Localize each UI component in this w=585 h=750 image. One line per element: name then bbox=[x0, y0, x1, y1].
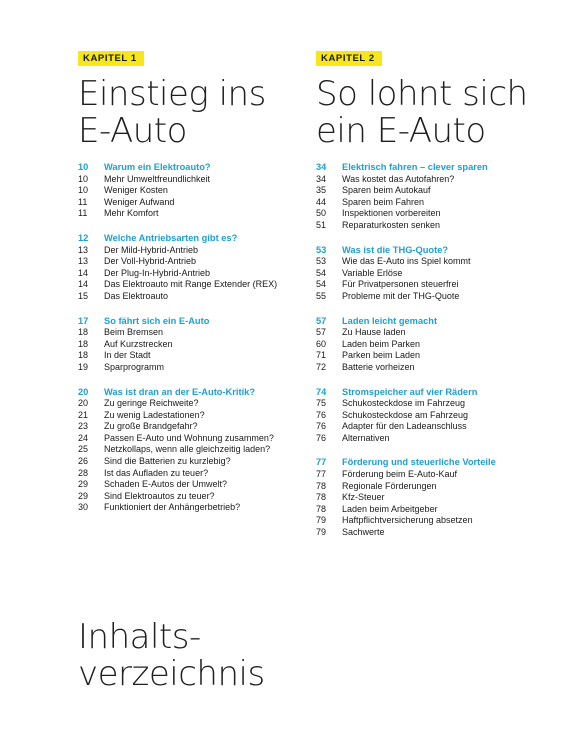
toc-page-number: 13 bbox=[78, 244, 89, 255]
toc-section-title: So fährt sich ein E-Auto bbox=[104, 315, 210, 326]
toc-page-number: 34 bbox=[316, 173, 327, 184]
toc-page-number: 18 bbox=[78, 338, 89, 349]
toc-entry-title: Wie das E-Auto ins Spiel kommt bbox=[342, 256, 471, 267]
toc-entry[interactable] bbox=[316, 339, 566, 351]
toc-entry[interactable] bbox=[78, 350, 318, 362]
chapter-badge: KAPITEL 2 bbox=[316, 51, 382, 66]
toc-page-number: 20 bbox=[78, 398, 89, 409]
toc-entry[interactable] bbox=[316, 174, 566, 186]
toc-entry[interactable] bbox=[78, 491, 318, 503]
toc-entry-title: Für Privatpersonen steuerfrei bbox=[342, 279, 459, 290]
toc-entry-title: Parken beim Laden bbox=[342, 350, 421, 361]
toc-page-number: 18 bbox=[78, 350, 89, 361]
toc-entry-title: Funktioniert der Anhängerbetrieb? bbox=[104, 502, 241, 513]
toc-page-number: 76 bbox=[316, 432, 327, 443]
toc-entry-title: In der Stadt bbox=[104, 350, 151, 361]
toc-page-number: 23 bbox=[78, 421, 89, 432]
chapter-title bbox=[78, 76, 318, 150]
toc-entry-title: Reparaturkosten senken bbox=[342, 219, 441, 230]
toc-page-number: 10 bbox=[78, 162, 89, 172]
toc-entry[interactable] bbox=[316, 208, 566, 220]
toc-page-number: 55 bbox=[316, 290, 327, 301]
toc-entry-title: Inspektionen vorbereiten bbox=[342, 208, 441, 219]
toc-section-heading[interactable] bbox=[78, 233, 318, 245]
toc-entry-title: Passen E-Auto und Wohnung zusammen? bbox=[104, 432, 274, 443]
toc-entry[interactable] bbox=[316, 350, 566, 362]
chapter-title-line: So lohnt sich bbox=[316, 74, 528, 114]
toc-entry[interactable] bbox=[316, 515, 566, 527]
toc-entry-title: Weniger Kosten bbox=[104, 185, 168, 196]
toc-entry[interactable] bbox=[316, 291, 566, 303]
toc-entry-title: Kfz-Steuer bbox=[342, 492, 385, 503]
chapter-title-line: ein E-Auto bbox=[316, 111, 486, 151]
toc-section bbox=[316, 316, 566, 374]
toc-entry[interactable] bbox=[78, 279, 318, 291]
toc-entry[interactable] bbox=[78, 185, 318, 197]
toc-entry-title: Auf Kurzstrecken bbox=[104, 338, 173, 349]
toc-entry[interactable] bbox=[78, 174, 318, 186]
toc-page-number: 77 bbox=[316, 457, 327, 468]
toc-page-number: 50 bbox=[316, 208, 327, 219]
toc-page-number: 21 bbox=[78, 409, 89, 420]
toc-section bbox=[316, 387, 566, 445]
toc-page-number: 29 bbox=[78, 479, 89, 490]
toc-page-number: 17 bbox=[78, 315, 89, 326]
toc-entry-title: Mehr Umweltfreundlichkeit bbox=[104, 173, 211, 184]
toc-entry-title: Sind die Batterien zu kurzlebig? bbox=[104, 456, 231, 467]
toc-entry[interactable] bbox=[78, 421, 318, 433]
toc-page-number: 14 bbox=[78, 279, 89, 290]
toc-entry-title: Laden beim Parken bbox=[342, 338, 421, 349]
toc-page-number: 11 bbox=[78, 196, 88, 207]
toc-page-number: 79 bbox=[316, 515, 327, 526]
toc-entry-title: Laden beim Arbeitgeber bbox=[342, 503, 438, 514]
toc-entry[interactable] bbox=[316, 527, 566, 539]
toc-entry[interactable] bbox=[316, 481, 566, 493]
toc-entry[interactable] bbox=[78, 208, 318, 220]
toc-entry-title: Sachwerte bbox=[342, 527, 385, 538]
toc-page-number: 79 bbox=[316, 527, 327, 538]
toc-entry-title: Netzkollaps, wenn alle gleichzeitig laden? bbox=[104, 444, 271, 455]
toc-entry[interactable] bbox=[78, 456, 318, 468]
toc-page-number: 10 bbox=[78, 185, 89, 196]
toc-entry-title: Das Elektroauto mit Range Extender (REX) bbox=[104, 279, 278, 290]
toc-entry[interactable] bbox=[78, 410, 318, 422]
toc-entry-title: Schaden E-Autos der Umwelt? bbox=[104, 479, 228, 490]
toc-entry-title: Sparen beim Fahren bbox=[342, 196, 425, 207]
toc-entry[interactable] bbox=[316, 279, 566, 291]
toc-entry[interactable] bbox=[78, 245, 318, 257]
toc-entry-title: Der Plug-In-Hybrid-Antrieb bbox=[104, 267, 211, 278]
page-title-line-2: verzeichnis bbox=[78, 654, 265, 694]
toc-entry-title: Sparen beim Autokauf bbox=[342, 185, 431, 196]
toc-entry[interactable] bbox=[316, 492, 566, 504]
chapter-title-line: E-Auto bbox=[78, 111, 187, 151]
toc-entry-title: Zu Hause laden bbox=[342, 327, 406, 338]
toc-page-number: 44 bbox=[316, 196, 327, 207]
toc-page-number: 29 bbox=[78, 490, 89, 501]
toc-entry-title: Der Voll-Hybrid-Antrieb bbox=[104, 256, 197, 267]
toc-section bbox=[78, 316, 318, 374]
toc-section-title: Förderung und steuerliche Vorteile bbox=[342, 457, 496, 468]
toc-section-heading[interactable] bbox=[78, 387, 318, 399]
chapter-badge: KAPITEL 1 bbox=[78, 51, 144, 66]
toc-section-heading[interactable] bbox=[78, 316, 318, 328]
toc-page-number: 13 bbox=[78, 256, 89, 267]
toc-section-title: Elektrisch fahren – clever sparen bbox=[342, 162, 488, 172]
toc-entry-title: Zu geringe Reichweite? bbox=[104, 398, 199, 409]
toc-section bbox=[316, 245, 566, 303]
toc-entry-title: Haftpflichtversicherung absetzen bbox=[342, 515, 473, 526]
toc-entry-title: Alternativen bbox=[342, 432, 390, 443]
toc-entry-title: Das Elektroauto bbox=[104, 290, 169, 301]
toc-page-number: 19 bbox=[78, 361, 89, 372]
toc-entry[interactable] bbox=[78, 268, 318, 280]
toc-entry[interactable] bbox=[78, 444, 318, 456]
toc-section-heading[interactable] bbox=[316, 316, 566, 328]
toc-page-number: 51 bbox=[316, 219, 327, 230]
toc-entry-title: Mehr Komfort bbox=[104, 208, 159, 219]
toc-section-title: Welche Antriebsarten gibt es? bbox=[104, 232, 238, 243]
toc-page-number: 53 bbox=[316, 256, 327, 267]
toc-page-number: 72 bbox=[316, 361, 327, 372]
toc-entry[interactable] bbox=[316, 362, 566, 374]
toc-entry[interactable] bbox=[78, 398, 318, 410]
toc-entry[interactable] bbox=[316, 256, 566, 268]
page-title-line-1: Inhalts- bbox=[78, 617, 201, 657]
toc-section bbox=[78, 233, 318, 303]
toc-entry[interactable] bbox=[316, 421, 566, 433]
toc-entry-title: Sind Elektroautos zu teuer? bbox=[104, 490, 215, 501]
toc-section-heading[interactable] bbox=[316, 162, 566, 174]
toc-entry[interactable] bbox=[316, 433, 566, 445]
toc-entry[interactable] bbox=[78, 433, 318, 445]
toc-entry-title: Batterie vorheizen bbox=[342, 361, 415, 372]
toc-page-number: 75 bbox=[316, 398, 327, 409]
toc-entry-title: Probleme mit der THG-Quote bbox=[342, 290, 460, 301]
toc-entry[interactable] bbox=[316, 197, 566, 209]
toc-page-number: 18 bbox=[78, 327, 89, 338]
toc-page-number: 53 bbox=[316, 244, 327, 255]
chapter-1-column bbox=[78, 48, 318, 527]
toc-page-number: 15 bbox=[78, 290, 89, 301]
toc-entry[interactable] bbox=[78, 256, 318, 268]
toc-entry-title: Schukosteckdose am Fahrzeug bbox=[342, 409, 469, 420]
toc-page-number: 20 bbox=[78, 386, 89, 397]
toc-entry[interactable] bbox=[78, 197, 318, 209]
toc-page-number: 76 bbox=[316, 421, 327, 432]
toc-entry[interactable] bbox=[316, 410, 566, 422]
toc-page-number: 78 bbox=[316, 503, 327, 514]
toc-page-number: 54 bbox=[316, 267, 327, 278]
toc-entry-title: Adapter für den Ladeanschluss bbox=[342, 421, 467, 432]
toc-page-number: 34 bbox=[316, 162, 327, 172]
toc-section bbox=[316, 457, 566, 538]
toc-page-number: 76 bbox=[316, 409, 327, 420]
toc-entry[interactable] bbox=[316, 185, 566, 197]
toc-page-number: 11 bbox=[78, 208, 88, 219]
toc-page-number: 28 bbox=[78, 467, 89, 478]
toc-page-number: 54 bbox=[316, 279, 327, 290]
chapter-title-line: Einstieg ins bbox=[78, 74, 266, 114]
toc-page-number: 78 bbox=[316, 492, 327, 503]
toc-entry-title: Schukosteckdose im Fahrzeug bbox=[342, 398, 466, 409]
toc-entry[interactable] bbox=[316, 398, 566, 410]
chapter-title bbox=[316, 76, 566, 150]
toc-page-number: 10 bbox=[78, 173, 89, 184]
toc-page-number: 12 bbox=[78, 232, 89, 243]
toc-page-number: 60 bbox=[316, 338, 327, 349]
toc-entry[interactable] bbox=[316, 268, 566, 280]
toc-page-number: 77 bbox=[316, 469, 327, 480]
toc-section-title: Stromspeicher auf vier Rädern bbox=[342, 386, 478, 397]
toc-entry[interactable] bbox=[316, 220, 566, 232]
toc-section-heading[interactable] bbox=[78, 162, 318, 174]
toc-section-title: Was ist dran an der E-Auto-Kritik? bbox=[104, 386, 256, 397]
toc-page-number: 57 bbox=[316, 315, 327, 326]
toc-section bbox=[78, 162, 318, 220]
toc-entry[interactable] bbox=[316, 327, 566, 339]
toc-page-number: 71 bbox=[316, 350, 327, 361]
toc-section bbox=[78, 387, 318, 515]
toc-page-number: 25 bbox=[78, 444, 89, 455]
toc-page-number: 78 bbox=[316, 480, 327, 491]
toc-entry-title: Zu wenig Ladestationen? bbox=[104, 409, 205, 420]
toc-section-heading[interactable] bbox=[316, 245, 566, 257]
toc-entry-title: Regionale Förderungen bbox=[342, 480, 437, 491]
toc-entry[interactable] bbox=[316, 469, 566, 481]
toc-page-number: 14 bbox=[78, 267, 89, 278]
toc-entry[interactable] bbox=[78, 327, 318, 339]
toc-entry[interactable] bbox=[316, 504, 566, 516]
toc-section-title: Was ist die THG-Quote? bbox=[342, 244, 449, 255]
toc-entry-title: Beim Bremsen bbox=[104, 327, 164, 338]
page-title bbox=[78, 619, 265, 693]
toc-section bbox=[316, 162, 566, 232]
toc-entry[interactable] bbox=[78, 362, 318, 374]
toc-section-title: Warum ein Elektroauto? bbox=[104, 162, 211, 172]
toc-page-number: 74 bbox=[316, 386, 327, 397]
toc-section-title: Laden leicht gemacht bbox=[342, 315, 438, 326]
toc-section-heading[interactable] bbox=[316, 387, 566, 399]
toc-entry[interactable] bbox=[78, 468, 318, 480]
toc-entry-title: Weniger Aufwand bbox=[104, 196, 175, 207]
toc-entry[interactable] bbox=[78, 479, 318, 491]
toc-page-number: 57 bbox=[316, 327, 327, 338]
toc-entry-title: Variable Erlöse bbox=[342, 267, 403, 278]
chapter-2-column bbox=[316, 48, 566, 552]
toc-page-number: 30 bbox=[78, 502, 89, 513]
toc-entry-title: Ist das Aufladen zu teuer? bbox=[104, 467, 209, 478]
toc-entry-title: Der Mild-Hybrid-Antrieb bbox=[104, 244, 199, 255]
toc-page-number: 35 bbox=[316, 185, 327, 196]
toc-section-heading[interactable] bbox=[316, 457, 566, 469]
toc-page-number: 26 bbox=[78, 456, 89, 467]
toc-entry[interactable] bbox=[78, 291, 318, 303]
toc-entry-title: Zu große Brandgefahr? bbox=[104, 421, 198, 432]
toc-entry-title: Sparprogramm bbox=[104, 361, 165, 372]
toc-entry[interactable] bbox=[78, 339, 318, 351]
toc-page-number: 24 bbox=[78, 432, 89, 443]
toc-entry[interactable] bbox=[78, 502, 318, 514]
toc-entry-title: Förderung beim E-Auto-Kauf bbox=[342, 469, 458, 480]
toc-entry-title: Was kostet das Autofahren? bbox=[342, 173, 455, 184]
